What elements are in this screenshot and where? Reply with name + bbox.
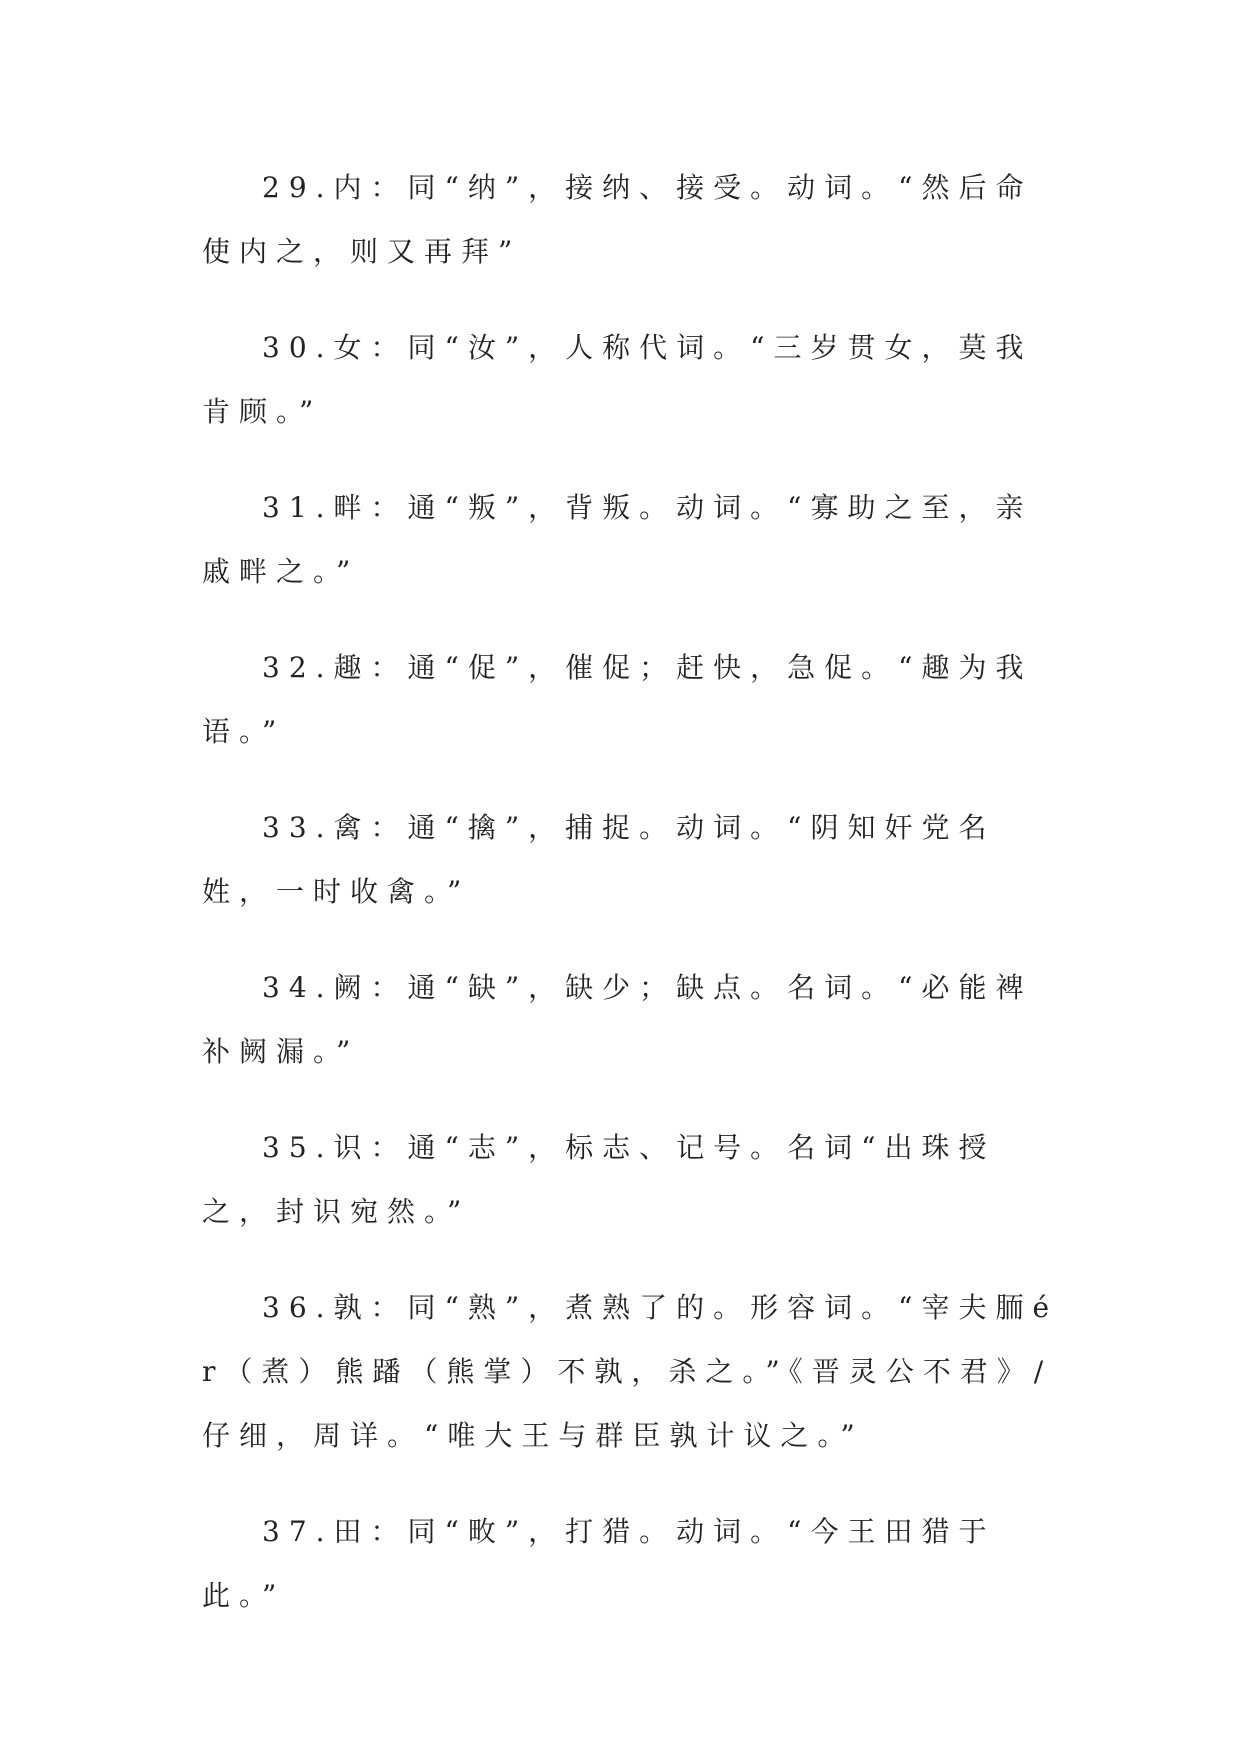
entry-37: 37.田：同“畋”，打猎。动词。“今王田猎于此。” xyxy=(202,1515,996,1612)
entry-34: 34.阙：通“缺”，缺少；缺点。名词。“必能裨补阙漏。” xyxy=(202,971,1033,1068)
entry-35: 35.识：通“志”，标志、记号。名词“出珠授之，封识宛然。” xyxy=(202,1131,996,1228)
entry-29: 29.内：同“纳”，接纳、接受。动词。“然后命使内之，则又再拜” xyxy=(202,171,1033,268)
entry-32: 32.趣：通“促”，催促；赶快，急促。“趣为我语。” xyxy=(202,651,1033,748)
entry-36: 36.孰：同“熟”，煮熟了的。形容词。“宰夫胹ér（煮）熊蹯（熊掌）不孰，杀之。”《晋灵公不君》/仔细，周详。“唯大王与群臣孰计议之。” xyxy=(202,1291,1059,1452)
document-body xyxy=(202,156,1062,1660)
entry-31: 31.畔：通“叛”，背叛。动词。“寡助之至，亲戚畔之。” xyxy=(202,491,1033,588)
entry-30: 30.女：同“汝”，人称代词。“三岁贯女，莫我肯顾。” xyxy=(202,331,1033,428)
entry-33: 33.禽：通“擒”，捕捉。动词。“阴知奸党名姓，一时收禽。” xyxy=(202,811,996,908)
